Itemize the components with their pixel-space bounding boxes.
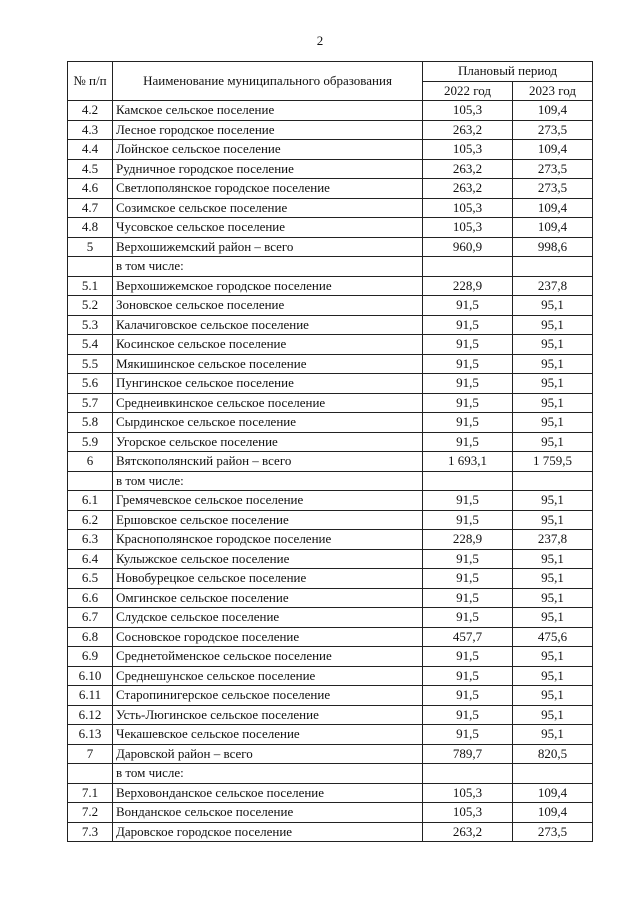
row-value-2023: 95,1 (513, 491, 593, 511)
row-number: 4.2 (68, 101, 113, 121)
row-number (68, 471, 113, 491)
row-value-2023: 109,4 (513, 803, 593, 823)
header-year-2022: 2022 год (423, 81, 513, 101)
table-row (68, 296, 593, 316)
header-num: № п/п (68, 62, 113, 101)
row-value-2023: 95,1 (513, 374, 593, 394)
row-value-2023: 95,1 (513, 354, 593, 374)
row-number: 6.9 (68, 647, 113, 667)
table-row (68, 608, 593, 628)
table-row (68, 393, 593, 413)
table-row (68, 432, 593, 452)
row-name: Чусовское сельское поселение (113, 218, 423, 238)
table-row-total (68, 744, 593, 764)
row-number: 5.5 (68, 354, 113, 374)
row-value-2023: 95,1 (513, 569, 593, 589)
row-value-2022: 91,5 (423, 588, 513, 608)
row-value-2022: 960,9 (423, 237, 513, 257)
row-value-2022: 457,7 (423, 627, 513, 647)
table-row (68, 530, 593, 550)
row-number: 6.6 (68, 588, 113, 608)
row-number: 6.12 (68, 705, 113, 725)
row-number: 5.1 (68, 276, 113, 296)
row-value-2022: 228,9 (423, 530, 513, 550)
row-number: 6.3 (68, 530, 113, 550)
row-name: Ершовское сельское поселение (113, 510, 423, 530)
row-value-2022: 105,3 (423, 198, 513, 218)
row-number: 4.8 (68, 218, 113, 238)
row-value-2022: 263,2 (423, 822, 513, 842)
table-row (68, 101, 593, 121)
row-name: Слудское сельское поселение (113, 608, 423, 628)
row-value-2023: 95,1 (513, 510, 593, 530)
table-row (68, 413, 593, 433)
row-name: в том числе: (113, 764, 423, 784)
row-number: 5 (68, 237, 113, 257)
row-value-2022: 105,3 (423, 218, 513, 238)
table-row (68, 335, 593, 355)
row-value-2023: 273,5 (513, 822, 593, 842)
row-value-2022: 91,5 (423, 705, 513, 725)
header-name: Наименование муниципального образования (113, 62, 423, 101)
row-value-2022: 228,9 (423, 276, 513, 296)
row-number: 5.8 (68, 413, 113, 433)
header-period: Плановый период (423, 62, 593, 82)
row-value-2022: 91,5 (423, 374, 513, 394)
table-row (68, 159, 593, 179)
row-number: 6.1 (68, 491, 113, 511)
table-row (68, 686, 593, 706)
row-value-2023 (513, 764, 593, 784)
row-value-2022: 91,5 (423, 608, 513, 628)
row-value-2022: 91,5 (423, 354, 513, 374)
row-value-2022: 105,3 (423, 803, 513, 823)
row-number: 7.3 (68, 822, 113, 842)
row-value-2022: 1 693,1 (423, 452, 513, 472)
row-value-2022: 91,5 (423, 432, 513, 452)
row-name: Чекашевское сельское поселение (113, 725, 423, 745)
row-number: 7.1 (68, 783, 113, 803)
table-header (68, 62, 593, 101)
table-row (68, 510, 593, 530)
row-value-2022: 91,5 (423, 491, 513, 511)
row-value-2023 (513, 257, 593, 277)
row-name: Угорское сельское поселение (113, 432, 423, 452)
table-row (68, 764, 593, 784)
table-row-total (68, 237, 593, 257)
row-name: Верхошижемский район – всего (113, 237, 423, 257)
row-name: Лесное городское поселение (113, 120, 423, 140)
row-value-2023: 273,5 (513, 159, 593, 179)
table-row (68, 588, 593, 608)
row-name: Сосновское городское поселение (113, 627, 423, 647)
row-value-2023: 95,1 (513, 432, 593, 452)
row-name: Среднеивкинское сельское поселение (113, 393, 423, 413)
page-number: 2 (316, 33, 324, 48)
row-value-2023: 273,5 (513, 120, 593, 140)
row-name: Мякишинское сельское поселение (113, 354, 423, 374)
row-name: Верховонданское сельское поселение (113, 783, 423, 803)
row-number: 6.7 (68, 608, 113, 628)
row-number: 7 (68, 744, 113, 764)
row-value-2023: 95,1 (513, 393, 593, 413)
row-value-2023: 998,6 (513, 237, 593, 257)
table-row (68, 783, 593, 803)
table-row (68, 257, 593, 277)
row-name: Вятскополянский район – всего (113, 452, 423, 472)
row-value-2023: 95,1 (513, 686, 593, 706)
table-row (68, 276, 593, 296)
table-row (68, 120, 593, 140)
row-value-2023: 95,1 (513, 588, 593, 608)
row-name: Среднетойменское сельское поселение (113, 647, 423, 667)
table-row (68, 666, 593, 686)
table-row (68, 491, 593, 511)
row-name: Калачиговское сельское поселение (113, 315, 423, 335)
row-value-2023: 109,4 (513, 101, 593, 121)
row-value-2022: 91,5 (423, 510, 513, 530)
row-value-2022: 91,5 (423, 296, 513, 316)
row-name: Светлополянское городское поселение (113, 179, 423, 199)
row-value-2023: 95,1 (513, 549, 593, 569)
row-number: 5.7 (68, 393, 113, 413)
row-number: 6.8 (68, 627, 113, 647)
row-name: Старопинигерское сельское поселение (113, 686, 423, 706)
row-value-2023: 95,1 (513, 647, 593, 667)
row-number: 5.9 (68, 432, 113, 452)
row-value-2023: 237,8 (513, 276, 593, 296)
row-value-2023: 109,4 (513, 783, 593, 803)
table-row (68, 647, 593, 667)
row-value-2023: 1 759,5 (513, 452, 593, 472)
table-row (68, 705, 593, 725)
table-body (68, 101, 593, 842)
row-number: 5.2 (68, 296, 113, 316)
row-number: 5.3 (68, 315, 113, 335)
row-value-2022: 91,5 (423, 393, 513, 413)
row-value-2022: 91,5 (423, 335, 513, 355)
row-name: в том числе: (113, 257, 423, 277)
row-number: 7.2 (68, 803, 113, 823)
row-number: 6 (68, 452, 113, 472)
row-name: Среднешунское сельское поселение (113, 666, 423, 686)
row-value-2022: 263,2 (423, 159, 513, 179)
table-row-total (68, 452, 593, 472)
row-number: 4.5 (68, 159, 113, 179)
row-value-2022 (423, 471, 513, 491)
row-value-2022: 91,5 (423, 686, 513, 706)
row-number: 6.10 (68, 666, 113, 686)
row-name: Гремячевское сельское поселение (113, 491, 423, 511)
row-value-2023: 95,1 (513, 315, 593, 335)
row-value-2022: 91,5 (423, 647, 513, 667)
row-name: Сырдинское сельское поселение (113, 413, 423, 433)
row-number: 6.2 (68, 510, 113, 530)
row-number: 4.7 (68, 198, 113, 218)
row-name: в том числе: (113, 471, 423, 491)
row-name: Новобурецкое сельское поселение (113, 569, 423, 589)
row-number: 5.6 (68, 374, 113, 394)
header-year-2023: 2023 год (513, 81, 593, 101)
row-name: Зоновское сельское поселение (113, 296, 423, 316)
row-value-2023: 109,4 (513, 198, 593, 218)
row-number (68, 257, 113, 277)
row-name: Верхошижемское городское поселение (113, 276, 423, 296)
row-value-2023: 820,5 (513, 744, 593, 764)
table-row (68, 803, 593, 823)
table-row (68, 354, 593, 374)
row-name: Кулыжское сельское поселение (113, 549, 423, 569)
row-name: Усть-Люгинское сельское поселение (113, 705, 423, 725)
table-row (68, 725, 593, 745)
row-name: Созимское сельское поселение (113, 198, 423, 218)
table-row (68, 569, 593, 589)
table-row (68, 822, 593, 842)
row-value-2022: 91,5 (423, 569, 513, 589)
row-number: 4.6 (68, 179, 113, 199)
row-number: 6.4 (68, 549, 113, 569)
row-value-2022: 263,2 (423, 179, 513, 199)
row-number: 6.5 (68, 569, 113, 589)
table-row (68, 549, 593, 569)
row-number: 6.11 (68, 686, 113, 706)
row-number (68, 764, 113, 784)
row-value-2023: 475,6 (513, 627, 593, 647)
row-number: 4.3 (68, 120, 113, 140)
row-name: Даровской район – всего (113, 744, 423, 764)
row-value-2023: 95,1 (513, 335, 593, 355)
row-value-2023 (513, 471, 593, 491)
row-value-2022: 91,5 (423, 549, 513, 569)
row-name: Краснополянское городское поселение (113, 530, 423, 550)
row-name: Лойнское сельское поселение (113, 140, 423, 160)
row-name: Даровское городское поселение (113, 822, 423, 842)
row-name: Камское сельское поселение (113, 101, 423, 121)
row-value-2023: 95,1 (513, 666, 593, 686)
row-value-2022: 105,3 (423, 783, 513, 803)
row-value-2022: 105,3 (423, 140, 513, 160)
row-value-2023: 109,4 (513, 140, 593, 160)
row-value-2023: 95,1 (513, 296, 593, 316)
row-value-2022: 789,7 (423, 744, 513, 764)
table-row (68, 140, 593, 160)
row-value-2022: 263,2 (423, 120, 513, 140)
table-row (68, 374, 593, 394)
row-name: Косинское сельское поселение (113, 335, 423, 355)
table-row (68, 218, 593, 238)
row-number: 4.4 (68, 140, 113, 160)
row-name: Омгинское сельское поселение (113, 588, 423, 608)
table-row (68, 471, 593, 491)
table-row (68, 198, 593, 218)
budget-table (67, 61, 593, 842)
row-value-2023: 95,1 (513, 705, 593, 725)
table-row (68, 179, 593, 199)
row-name: Рудничное городское поселение (113, 159, 423, 179)
row-value-2022: 105,3 (423, 101, 513, 121)
row-value-2022: 91,5 (423, 725, 513, 745)
row-name: Вонданское сельское поселение (113, 803, 423, 823)
row-value-2023: 237,8 (513, 530, 593, 550)
table-row (68, 627, 593, 647)
table-row (68, 315, 593, 335)
row-value-2023: 273,5 (513, 179, 593, 199)
row-value-2023: 95,1 (513, 413, 593, 433)
row-value-2023: 95,1 (513, 725, 593, 745)
row-name: Пунгинское сельское поселение (113, 374, 423, 394)
row-number: 6.13 (68, 725, 113, 745)
row-value-2022: 91,5 (423, 413, 513, 433)
row-number: 5.4 (68, 335, 113, 355)
row-value-2023: 109,4 (513, 218, 593, 238)
row-value-2023: 95,1 (513, 608, 593, 628)
row-value-2022: 91,5 (423, 315, 513, 335)
row-value-2022 (423, 764, 513, 784)
row-value-2022: 91,5 (423, 666, 513, 686)
row-value-2022 (423, 257, 513, 277)
